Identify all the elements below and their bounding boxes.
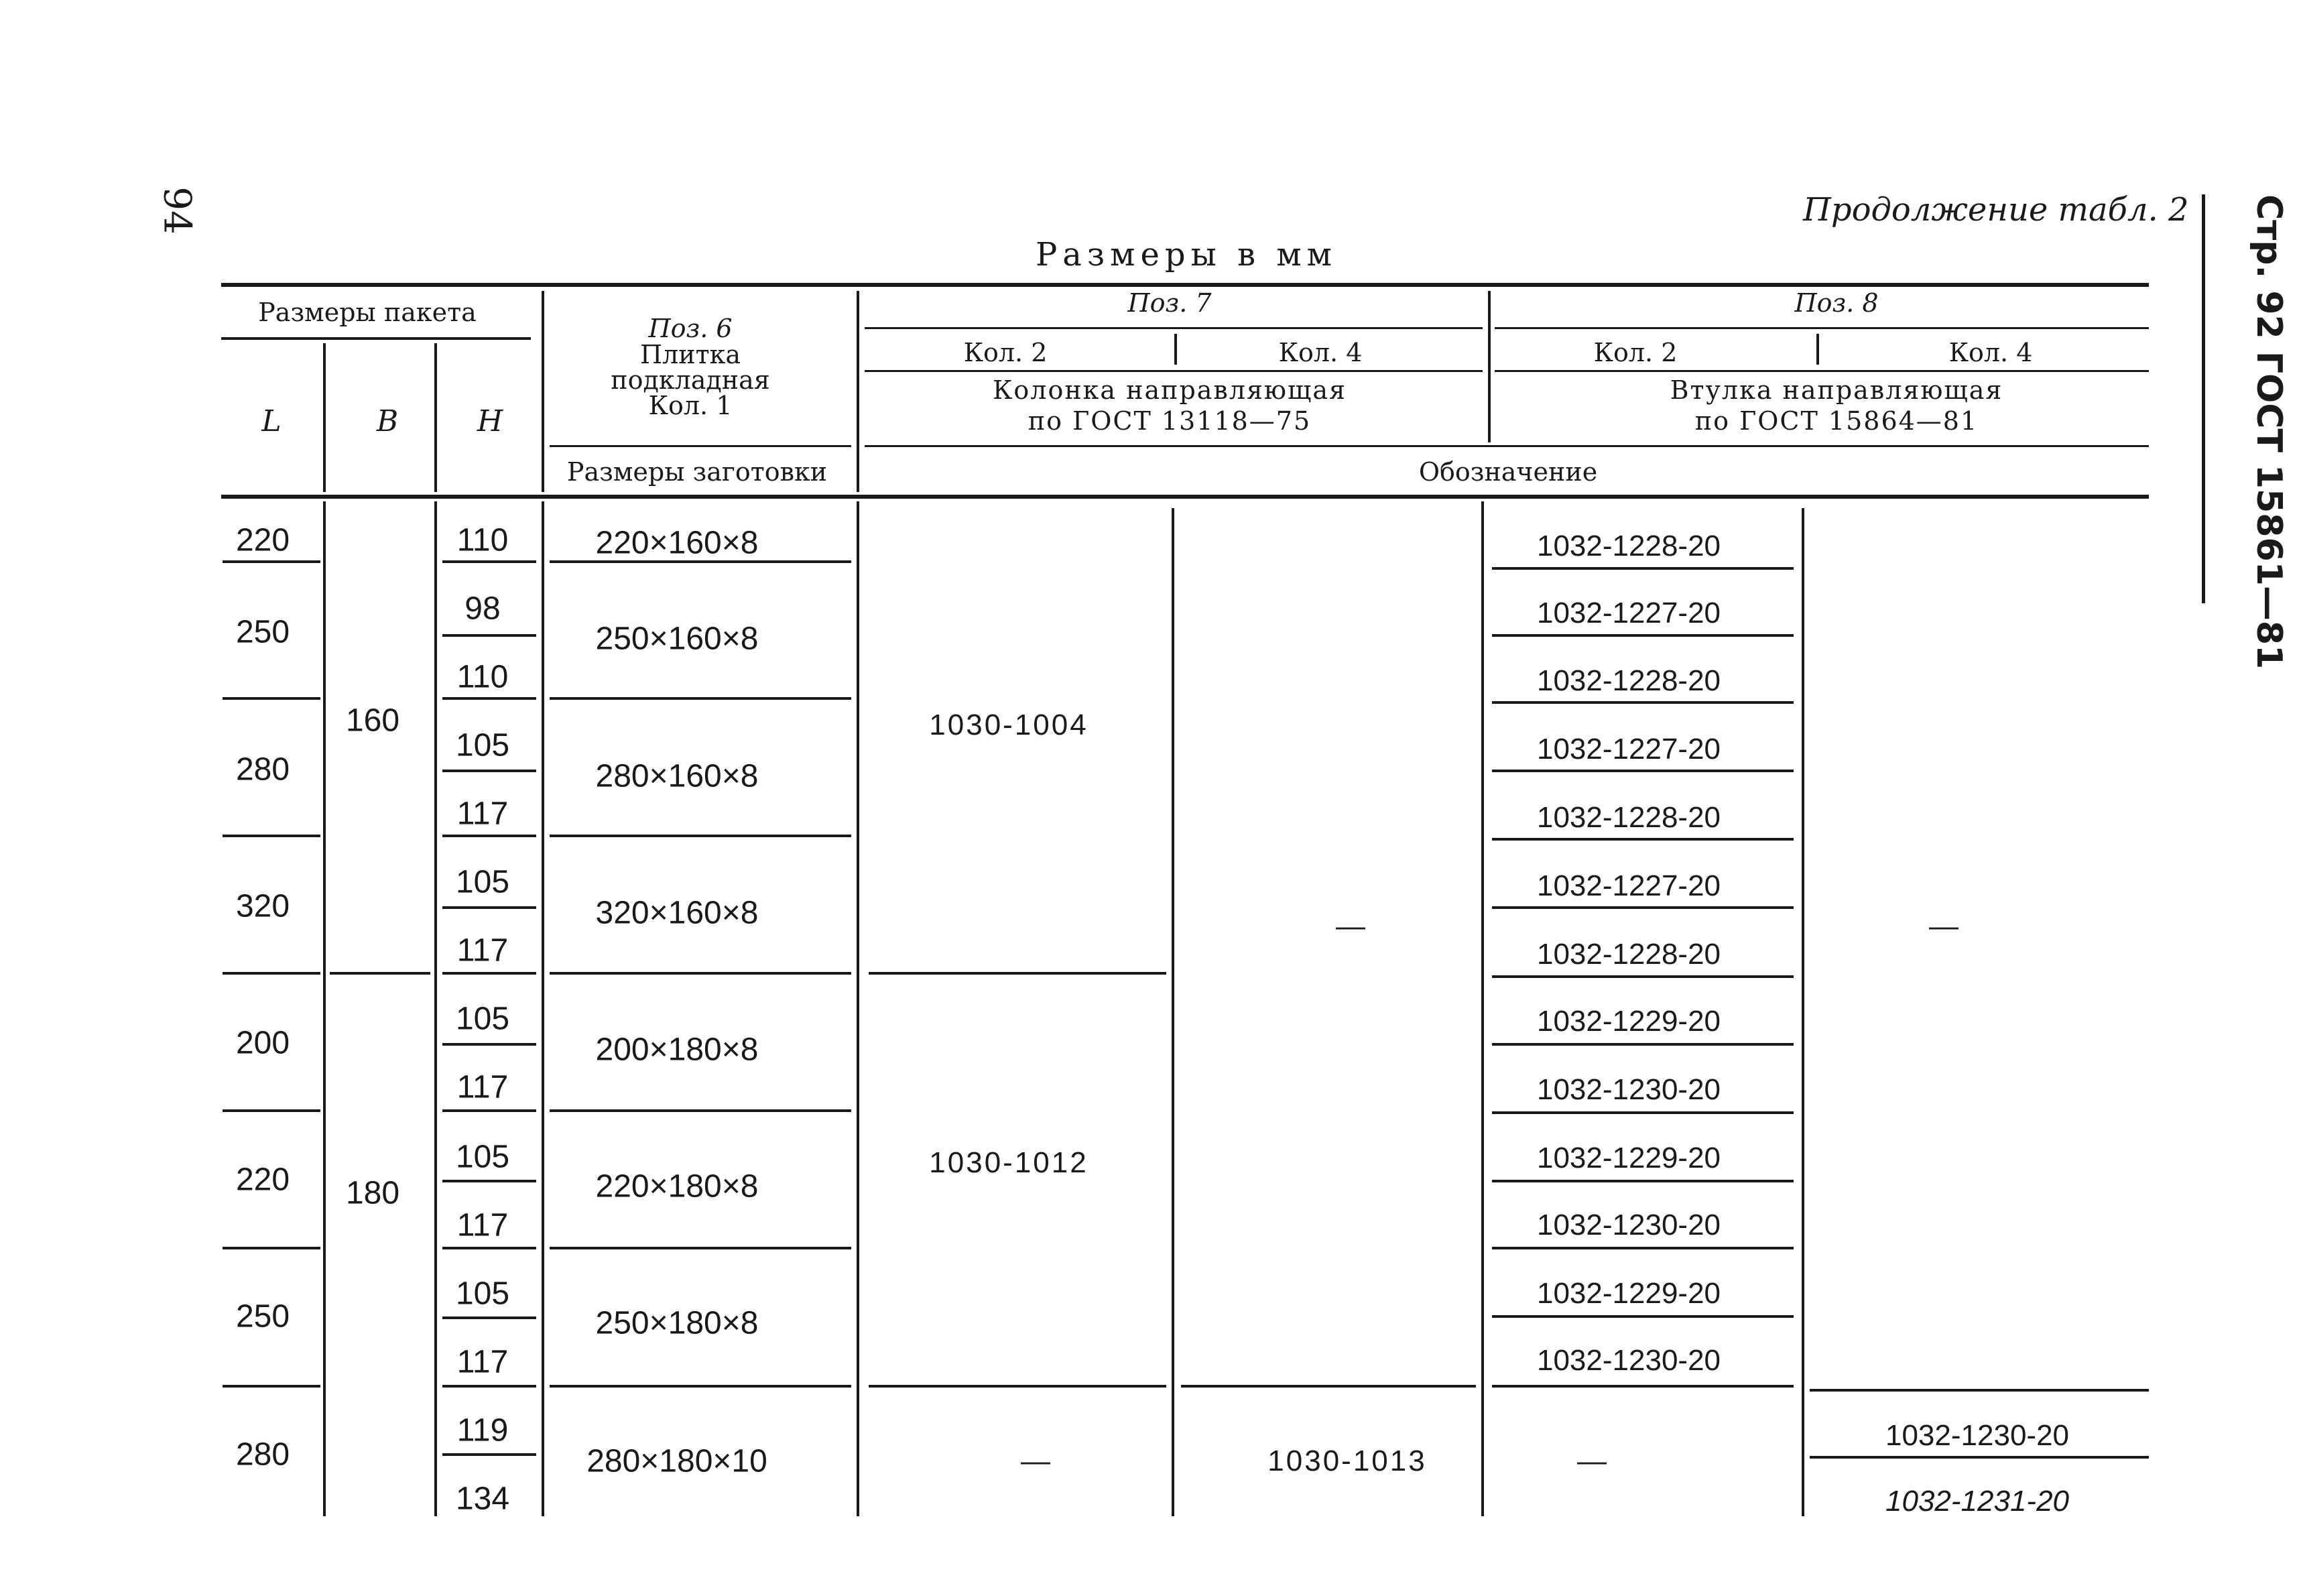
- pos8-col2-designation: 1032-1228-20: [1536, 938, 1721, 971]
- H-sep-1: [442, 560, 536, 563]
- H-value: 117: [456, 1207, 509, 1243]
- pos8col2-sep-11: [1492, 1247, 1794, 1249]
- H-sep-6: [442, 906, 536, 909]
- pos8-col4-designation: 1032-1231-20: [1885, 1485, 2070, 1518]
- blank-sep-3: [550, 835, 851, 837]
- pos8col2-sep-5: [1492, 838, 1794, 841]
- pos8-col2-designation: 1032-1230-20: [1536, 1344, 1721, 1377]
- pos7-kol-underline: [865, 370, 1483, 372]
- packet-header: Размеры пакета: [258, 298, 477, 327]
- pos7-col4-dash: —: [1336, 910, 1365, 942]
- pos8-col4-designation: 1032-1230-20: [1885, 1419, 2070, 1452]
- H-value: 98: [464, 591, 501, 627]
- pos7-col4-designation: 1030-1013: [1267, 1445, 1427, 1477]
- pos7-desc-line2: по ГОСТ 13118—75: [1028, 406, 1312, 436]
- header-vline-packet-pos6: [542, 291, 544, 492]
- table-header-bottom-rule: [221, 495, 2149, 499]
- H-value: 110: [456, 522, 509, 558]
- continuation-label: Продолжение табл. 2: [1803, 191, 2189, 229]
- pos7-col4-label: Кол. 4: [1278, 338, 1363, 367]
- col-L-header: L: [261, 404, 282, 438]
- col-H-header: H: [477, 404, 503, 438]
- pos6-name-line2: подкладная: [611, 365, 770, 395]
- pos7-col2-designation: 1030-1004: [929, 709, 1089, 741]
- blank-size: 250×160×8: [595, 621, 759, 657]
- pos8-col4-dash: —: [1929, 910, 1958, 942]
- header-vline-pos8-kol: [1816, 334, 1819, 365]
- L-sep-3: [223, 835, 320, 837]
- H-value: 105: [455, 727, 510, 763]
- pos6-kol: Кол. 1: [648, 391, 733, 420]
- H-sep-13: [442, 1385, 536, 1388]
- H-sep-10: [442, 1180, 536, 1182]
- pos8-col2-designation: 1032-1228-20: [1536, 664, 1721, 697]
- packet-underline: [221, 337, 531, 340]
- body-vline-L-B: [323, 501, 326, 1516]
- pos8col2-sep-13: [1492, 1385, 1794, 1388]
- blank-size: 280×180×10: [586, 1443, 767, 1479]
- body-vline-pos8-kol: [1802, 508, 1804, 1516]
- pos8col2-sep-10: [1492, 1180, 1794, 1182]
- L-value: 200: [235, 1025, 290, 1061]
- blank-sep-5: [550, 1109, 851, 1112]
- L-value: 250: [235, 614, 290, 650]
- H-value: 110: [456, 659, 509, 695]
- pos7col2-sep-2: [869, 1385, 1166, 1388]
- H-value: 134: [455, 1481, 510, 1517]
- designation-overline: [865, 445, 2149, 447]
- pos8col2-sep-2: [1492, 634, 1794, 637]
- pos7-col2-label: Кол. 2: [963, 338, 1048, 367]
- body-vline-pos6-pos7: [857, 501, 859, 1516]
- pos7-underline: [865, 327, 1483, 329]
- col-B-header: B: [376, 404, 399, 438]
- pos7-col2-designation: 1030-1012: [929, 1146, 1089, 1179]
- H-sep-3: [442, 697, 536, 700]
- pos7-col2-dash: —: [1021, 1445, 1050, 1477]
- pos8-col2-designation: 1032-1230-20: [1536, 1209, 1721, 1241]
- pos8-label: Поз. 8: [1794, 288, 1879, 318]
- pos8-col2-designation: 1032-1227-20: [1536, 733, 1721, 765]
- L-sep-7: [223, 1385, 320, 1388]
- header-vline-L-B: [323, 343, 326, 492]
- B-sep: [330, 972, 430, 975]
- pos8-col2-designation: 1032-1229-20: [1536, 1277, 1721, 1310]
- blank-size: 250×180×8: [595, 1305, 759, 1341]
- pos8-col2-designation: 1032-1227-20: [1536, 597, 1721, 629]
- L-sep-4: [223, 972, 320, 975]
- H-sep-8: [442, 1043, 536, 1046]
- blank-size: 280×160×8: [595, 758, 759, 794]
- blank-sizes-header: Размеры заготовки: [566, 457, 828, 487]
- pos8-col2-designation: 1032-1228-20: [1536, 801, 1721, 834]
- H-sep-11: [442, 1247, 536, 1249]
- pos8-col2-label: Кол. 2: [1593, 338, 1678, 367]
- L-value: 320: [235, 888, 290, 924]
- H-sep-5: [442, 835, 536, 837]
- body-vline-H-pos6: [542, 501, 544, 1516]
- pos8col2-sep-9: [1492, 1111, 1794, 1114]
- blank-size: 200×180×8: [595, 1032, 759, 1068]
- H-value: 105: [455, 1001, 510, 1037]
- body-vline-pos7-pos8: [1481, 501, 1484, 1516]
- blank-size: 220×160×8: [595, 525, 759, 561]
- pos8col2-sep-3: [1492, 701, 1794, 704]
- pos8col2-sep-7: [1492, 975, 1794, 978]
- L-sep-1: [223, 560, 320, 563]
- H-value: 105: [455, 1276, 510, 1312]
- body-vline-pos7-kol: [1172, 508, 1174, 1516]
- pos8-underline: [1495, 327, 2149, 329]
- pos8-col2-dash: —: [1577, 1445, 1607, 1477]
- pos8col2-sep-12: [1492, 1315, 1794, 1318]
- pos8-col2-designation: 1032-1230-20: [1536, 1073, 1721, 1106]
- units-caption: Размеры в мм: [1036, 236, 1337, 273]
- L-sep-2: [223, 697, 320, 700]
- pos8col2-sep-6: [1492, 906, 1794, 909]
- H-value: 117: [456, 796, 509, 832]
- body-vline-B-H: [434, 501, 437, 1516]
- pos7-label: Поз. 7: [1127, 288, 1212, 318]
- H-sep-4: [442, 770, 536, 772]
- B-value: 160: [345, 702, 400, 739]
- page-number: 94: [155, 186, 199, 235]
- designation-header: Обозначение: [1418, 457, 1598, 487]
- L-value: 280: [235, 751, 290, 788]
- header-vline-pos6-pos7: [857, 291, 859, 492]
- blank-sep-4: [550, 972, 851, 975]
- L-sep-5: [223, 1109, 320, 1112]
- blank-sep-7: [550, 1385, 851, 1388]
- pos8col2-sep-4: [1492, 770, 1794, 772]
- H-value: 117: [456, 932, 509, 969]
- pos8-kol-underline: [1495, 370, 2149, 372]
- H-sep-9: [442, 1109, 536, 1112]
- H-value: 105: [455, 864, 510, 900]
- side-header-rule: [2202, 194, 2205, 603]
- pos8col2-sep-1: [1492, 567, 1794, 570]
- pos8col2-sep-8: [1492, 1043, 1794, 1046]
- pos6-desc-underline: [550, 445, 851, 447]
- H-value: 117: [456, 1344, 509, 1380]
- L-value: 250: [235, 1298, 290, 1335]
- blank-size: 220×180×8: [595, 1168, 759, 1205]
- pos8-col4-label: Кол. 4: [1948, 338, 2033, 367]
- header-vline-B-H: [434, 343, 437, 492]
- pos8col4-sep-2: [1810, 1456, 2149, 1459]
- pos7col4-sep-1: [1181, 1385, 1476, 1388]
- pos8-desc-line2: по ГОСТ 15864—81: [1694, 406, 1979, 436]
- pos8-desc-line1: Втулка направляющая: [1670, 375, 2003, 405]
- H-sep-7: [442, 972, 536, 975]
- L-value: 220: [235, 1162, 290, 1198]
- L-value: 280: [235, 1436, 290, 1473]
- L-value: 220: [235, 522, 290, 558]
- pos6-name-line1: Плитка: [639, 340, 741, 369]
- blank-sep-2: [550, 697, 851, 700]
- pos8-col2-designation: 1032-1227-20: [1536, 869, 1721, 902]
- H-value: 119: [456, 1412, 509, 1449]
- H-sep-14: [442, 1453, 536, 1456]
- pos8-col2-designation: 1032-1229-20: [1536, 1005, 1721, 1038]
- side-header: Стр. 92 ГОСТ 15861—81: [2249, 194, 2289, 670]
- H-value: 105: [455, 1139, 510, 1175]
- pos8-col2-designation: 1032-1229-20: [1536, 1142, 1721, 1174]
- blank-size: 320×160×8: [595, 895, 759, 931]
- L-sep-6: [223, 1247, 320, 1249]
- H-value: 117: [456, 1069, 509, 1105]
- pos7col2-sep-1: [869, 972, 1166, 975]
- pos8-col2-designation: 1032-1228-20: [1536, 530, 1721, 562]
- H-sep-2: [442, 634, 536, 637]
- pos8col4-sep-1: [1810, 1389, 2149, 1392]
- H-sep-12: [442, 1316, 536, 1319]
- pos6-label: Поз. 6: [648, 314, 733, 343]
- header-vline-pos7-pos8: [1488, 291, 1491, 442]
- pos7-desc-line1: Колонка направляющая: [993, 375, 1347, 405]
- blank-sep-6: [550, 1247, 851, 1249]
- header-vline-pos7-kol: [1174, 334, 1177, 365]
- B-value: 180: [345, 1175, 400, 1211]
